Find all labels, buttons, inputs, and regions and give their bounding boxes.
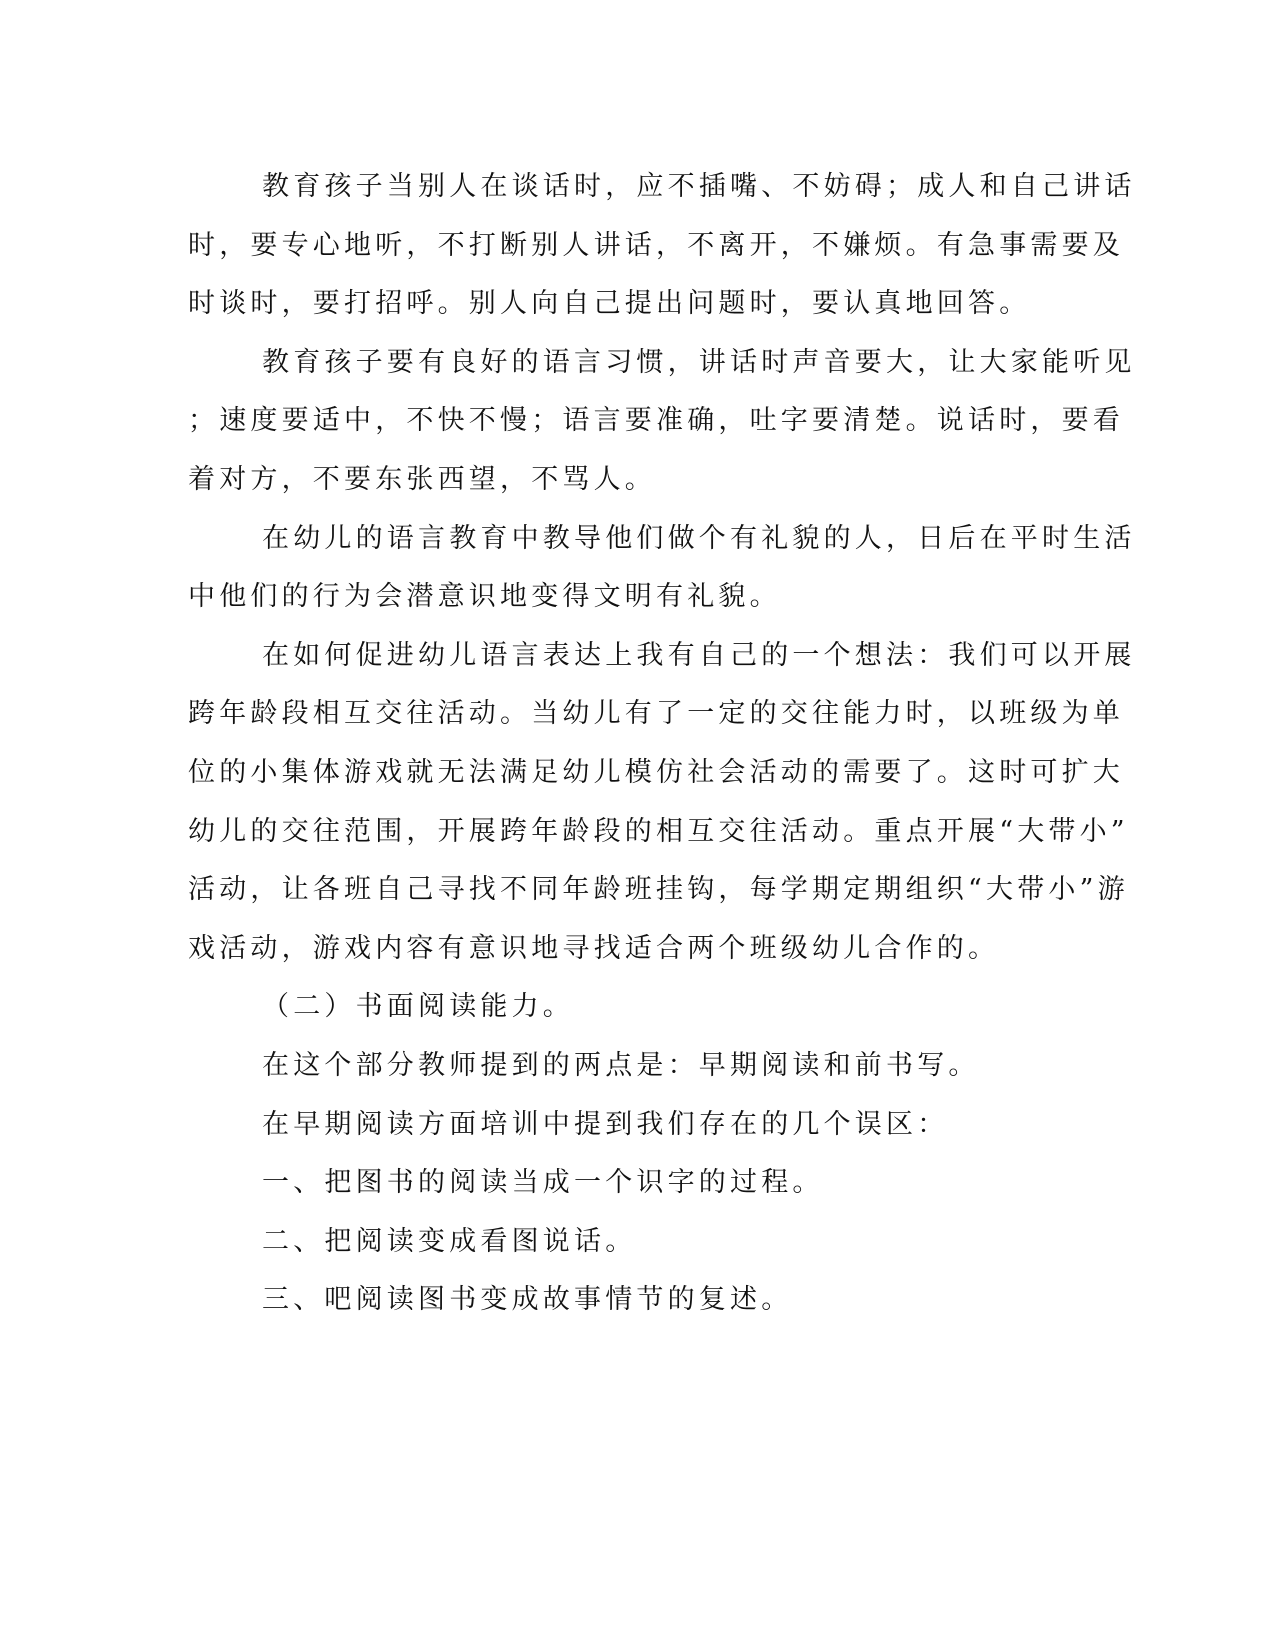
text-line: 幼儿的交往范围，开展跨年龄段的相互交往活动。重点开展“大带小” <box>188 815 1129 847</box>
text-line: 在这个部分教师提到的两点是：早期阅读和前书写。 <box>262 1049 980 1081</box>
text-line: 时，要专心地听，不打断别人讲话，不离开，不嫌烦。有急事需要及 <box>188 229 1124 261</box>
text-line: 在早期阅读方面培训中提到我们存在的几个误区： <box>262 1108 949 1140</box>
paragraph-1 <box>188 158 1136 334</box>
text-line: 位的小集体游戏就无法满足幼儿模仿社会活动的需要了。这时可扩大 <box>188 756 1124 788</box>
text-line: 教育孩子当别人在谈话时，应不插嘴、不妨碍；成人和自己讲话 <box>262 171 1136 202</box>
text-line: 戏活动，游戏内容有意识地寻找适合两个班级幼儿合作的。 <box>188 932 1000 964</box>
text-line: 教育孩子要有良好的语言习惯，讲话时声音要大，让大家能听见 <box>262 346 1136 378</box>
paragraph-4 <box>188 627 1136 979</box>
list-item: 三、吧阅读图书变成故事情节的复述。 <box>262 1284 793 1316</box>
text-line: 在幼儿的语言教育中教导他们做个有礼貌的人，日后在平时生活 <box>262 522 1136 554</box>
document-body <box>188 158 1136 1330</box>
text-line: 跨年龄段相互交往活动。当幼儿有了一定的交往能力时，以班级为单 <box>188 698 1124 730</box>
paragraph-2 <box>188 334 1136 510</box>
text-line: ；速度要适中，不快不慢；语言要准确，吐字要清楚。说话时，要看 <box>188 405 1124 437</box>
text-line: 活动，让各班自己寻找不同年龄班挂钩，每学期定期组织“大带小”游 <box>188 874 1129 906</box>
paragraph-3 <box>188 510 1136 627</box>
section-heading: （二）书面阅读能力。 <box>262 991 574 1023</box>
list-item: 二、把阅读变成看图说话。 <box>262 1225 637 1257</box>
list-item: 一、把图书的阅读当成一个识字的过程。 <box>262 1167 824 1199</box>
text-line: 着对方，不要东张西望，不骂人。 <box>188 463 656 495</box>
text-line: 时谈时，要打招呼。别人向自己提出问题时，要认真地回答。 <box>188 288 1031 320</box>
text-line: 在如何促进幼儿语言表达上我有自己的一个想法：我们可以开展 <box>262 639 1136 671</box>
text-line: 中他们的行为会潜意识地变得文明有礼貌。 <box>188 581 781 613</box>
